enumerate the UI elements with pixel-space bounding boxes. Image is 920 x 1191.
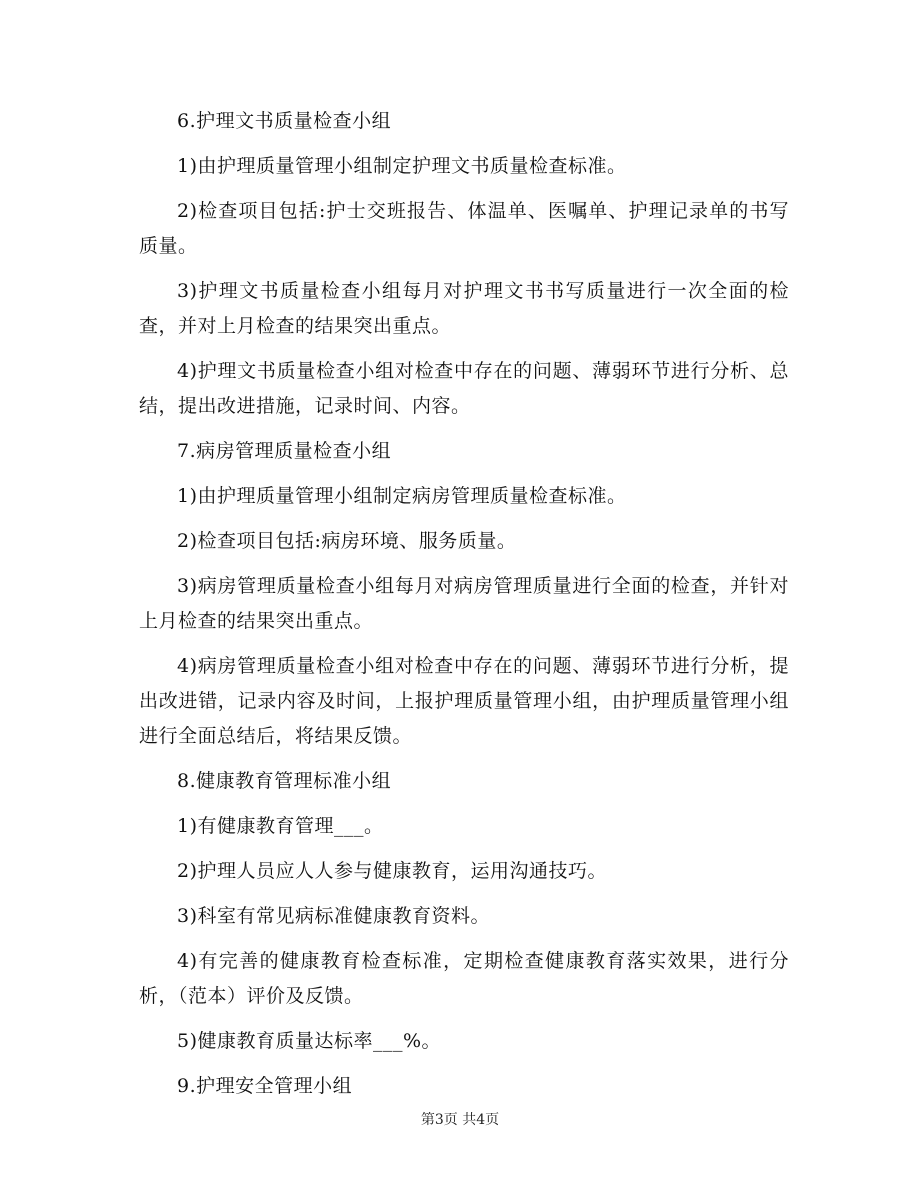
page-number-footer: 第3页 共4页 xyxy=(420,1112,500,1128)
paragraph: 2)检查项目包括:护士交班报告、体温单、医嘱单、护理记录单的书写质量。 xyxy=(139,200,789,257)
section-heading-7: 7.病房管理质量检查小组 xyxy=(177,440,392,462)
paragraph: 5)健康教育质量达标率___%。 xyxy=(177,1030,442,1052)
paragraph: 2)检查项目包括:病房环境、服务质量。 xyxy=(177,530,517,552)
paragraph: 1)由护理质量管理小组制定病房管理质量检查标准。 xyxy=(177,485,627,507)
paragraph: 2)护理人员应人人参与健康教育，运用沟通技巧。 xyxy=(177,860,608,882)
paragraph: 3)科室有常见病标准健康教育资料。 xyxy=(177,905,491,927)
paragraph: 3)护理文书质量检查小组每月对护理文书书写质量进行一次全面的检查，并对上月检查的结果突出重点。 xyxy=(139,280,789,337)
section-heading-6: 6.护理文书质量检查小组 xyxy=(177,110,392,132)
section-heading-9: 9.护理安全管理小组 xyxy=(177,1075,353,1097)
paragraph: 1)由护理质量管理小组制定护理文书质量检查标准。 xyxy=(177,155,627,177)
paragraph: 4)护理文书质量检查小组对检查中存在的问题、薄弱环节进行分析、总结，提出改进措施，记录时间、内容。 xyxy=(139,360,789,417)
document-body xyxy=(139,104,789,1114)
section-heading-8: 8.健康教育管理标准小组 xyxy=(177,770,392,792)
paragraph: 4)有完善的健康教育检查标准，定期检查健康教育落实效果，进行分析，（范本）评价及反馈。 xyxy=(139,950,789,1007)
paragraph: 1)有健康教育管理___。 xyxy=(177,815,384,837)
paragraph: 4)病房管理质量检查小组对检查中存在的问题、薄弱环节进行分析，提出改进错，记录内容及时间，上报护理质量管理小组，由护理质量管理小组进行全面总结后，将结果反馈。 xyxy=(139,655,789,747)
paragraph: 3)病房管理质量检查小组每月对病房管理质量进行全面的检查，并针对上月检查的结果突出重点。 xyxy=(139,575,789,632)
